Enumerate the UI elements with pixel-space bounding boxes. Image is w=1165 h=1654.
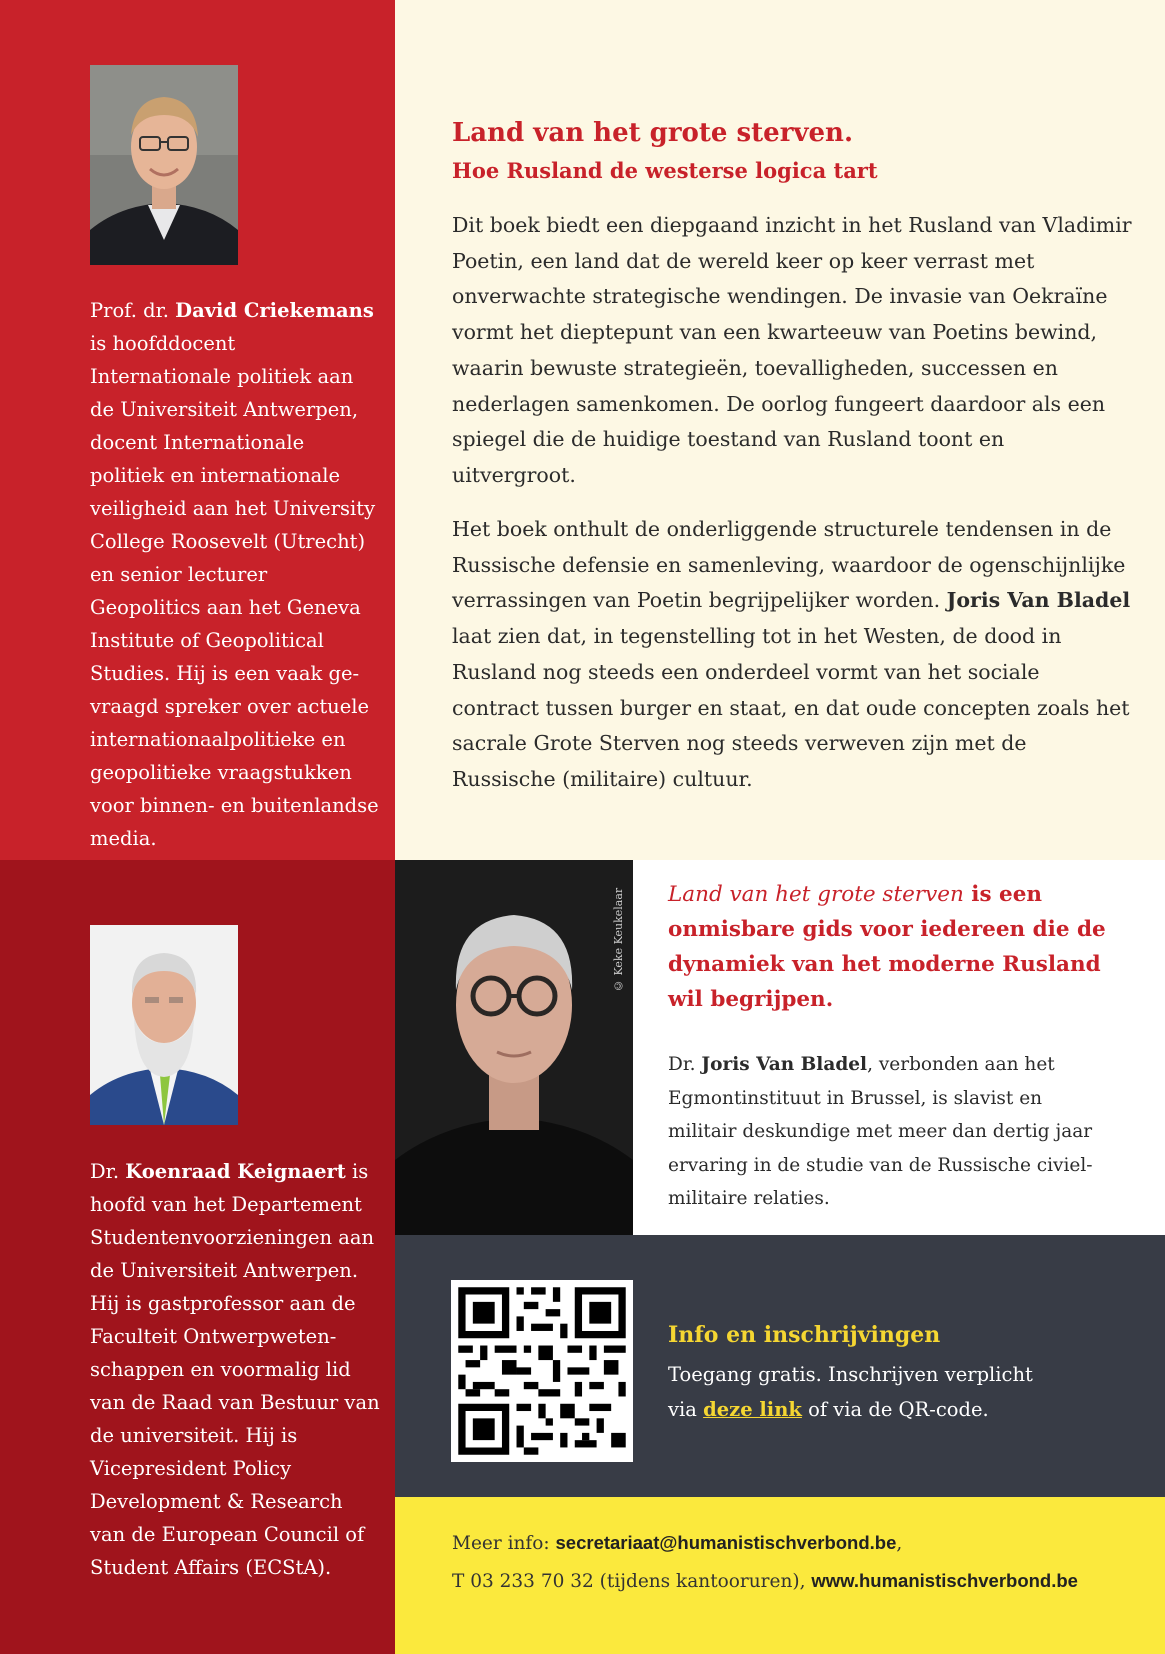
portrait-joris-van-bladel (395, 860, 633, 1235)
contact-info: Meer info: secretariaat@humanistischverbond.be, T 03 233 70 32 (tijdens kantooruren), www.humanistischverbond.be (452, 1532, 1078, 1592)
book-title: Land van het grote sterven. (452, 118, 853, 148)
contact-email[interactable]: secretariaat@humanistischverbond.be (555, 1532, 897, 1553)
book-subtitle: Hoe Rusland de westerse logica tart (452, 158, 878, 183)
info-text: Toegang gratis. Inschrijven verplicht via deze link of via de QR-code. (668, 1363, 1033, 1421)
book-quote: Land van het grote sterven is een onmisbare gids voor iedereen die de dynamiek van het moderne Rusland wil begrijpen. (668, 882, 1106, 1012)
bio-david-criekemans: Prof. dr. David Criekemans is hoofddocent Internationale politiek aan de Universiteit Antwerpen, docent Internationale politiek en internationale veiligheid aan het University College Roosevelt (Utrecht) en senior lecturer Geopolitics aan het Geneva Institute of Geopolitical Studies. Hij is een vaak gevraagd spreker over actuele internationaalpolitieke en geopolitieke vraagstukken voor binnen- en buitenlandse media. (90, 299, 379, 850)
contact-phone: T 03 233 70 32 (tijdens kantooruren), (452, 1571, 812, 1592)
book-description-paragraph-1: Dit boek biedt een diepgaand inzicht in het Rusland van Vladimir Poetin, een land dat de wereld keer op keer verrast met onverwachte strategische wendingen. De invasie van Oekraïne vormt het dieptepunt van een kwarteeuw van Poetins bewind, waarin bewuste strategieën, toevalligheden, successen en nederlagen samenkomen. De oorlog fungeert daardoor als een spiegel die de huidige toestand van Rusland toont en uitvergroot. (452, 213, 1132, 487)
info-title: Info en inschrijvingen (668, 1322, 941, 1348)
bio-joris-van-bladel: Dr. Joris Van Bladel, verbonden aan het Egmontinstituut in Brussel, is slavist en militair deskundige met meer dan dertig jaar ervaring in de studie van de Russische civiel-militaire relaties. (668, 1054, 1093, 1209)
portrait-koenraad-keignaert (90, 925, 238, 1125)
book-description-paragraph-2: Het boek onthult de onderliggende structurele tendensen in de Russische defensie en samenleving, waardoor de ogenschijnlijke verrassingen van Poetin begrijpelijker worden. Joris Van Bladel laat zien dat, in tegenstelling tot in het Westen, de dood in Rusland nog steeds een onderdeel vormt van het sociale contract tussen burger en staat, en dat oude concepten zoals het sacrale Grote Sterven nog steeds verweven zijn met de Russische (militaire) cultuur. (452, 517, 1131, 791)
photo-credit: © Keke Keukelaar (612, 887, 625, 992)
qr-code-icon[interactable] (451, 1280, 633, 1462)
portrait-david-criekemans (90, 65, 238, 265)
bio-koenraad-keignaert: Dr. Koenraad Keignaert is hoofd van het Departement Studentenvoorzieningen aan de Universiteit Antwerpen. Hij is gastprofessor aan de Faculteit Ontwerpwetenschappen en voormalig lid van de Raad van Bestuur van de universiteit. Hij is Vicepresident Policy Development & Research van de European Council of Student Affairs (ECStA). (90, 1160, 380, 1579)
registration-link[interactable]: deze link (703, 1398, 802, 1421)
contact-website[interactable]: www.humanistischverbond.be (811, 1570, 1078, 1591)
